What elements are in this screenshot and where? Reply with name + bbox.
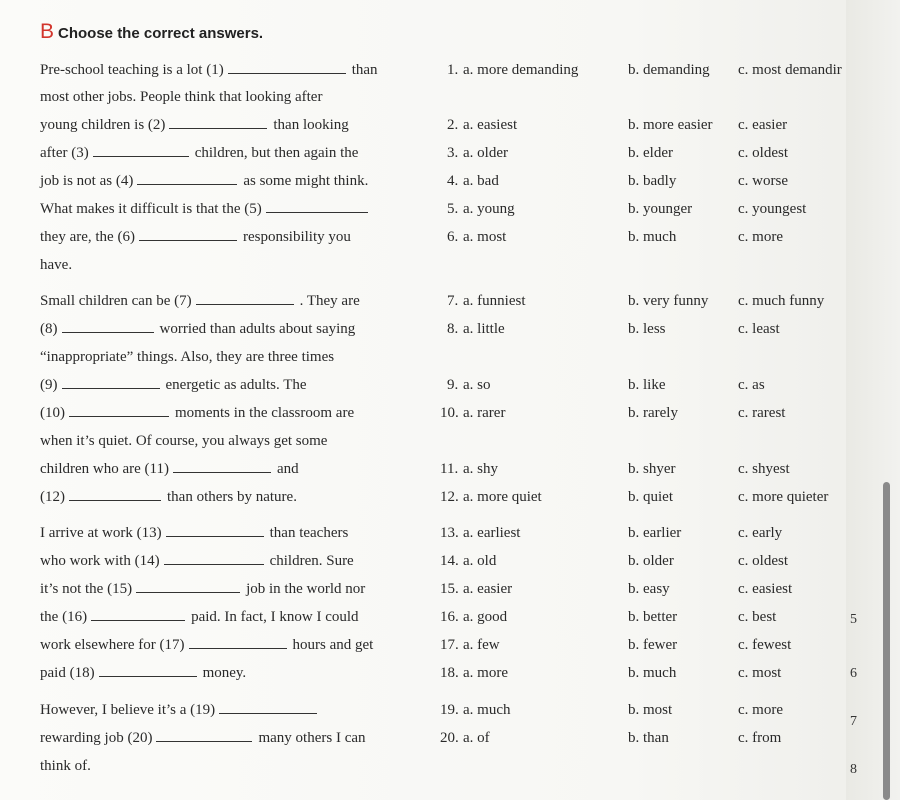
passage-text: rewarding job (20) bbox=[40, 730, 153, 746]
option-b[interactable]: b. most bbox=[628, 702, 673, 718]
passage-text: paid. In fact, I know I could bbox=[191, 609, 359, 625]
section-heading bbox=[40, 20, 263, 44]
passage-text: than looking bbox=[273, 117, 349, 133]
passage-line bbox=[40, 701, 317, 719]
option-c[interactable]: c. as bbox=[738, 377, 765, 393]
passage-line bbox=[40, 608, 359, 626]
passage-text: However, I believe it’s a (19) bbox=[40, 702, 216, 718]
question-number: 10. bbox=[440, 405, 459, 421]
option-a[interactable]: a. old bbox=[463, 553, 497, 569]
passage-text: “inappropriate” things. Also, they are three times bbox=[40, 349, 335, 365]
question-number: 2. bbox=[447, 117, 459, 133]
passage-line bbox=[40, 200, 368, 218]
option-b[interactable]: b. shyer bbox=[628, 461, 676, 477]
passage-line bbox=[40, 664, 246, 682]
answer-blank[interactable] bbox=[93, 144, 189, 157]
question-number: 14. bbox=[440, 553, 459, 569]
passage-text: it’s not the (15) bbox=[40, 581, 133, 597]
option-a[interactable]: a. of bbox=[463, 730, 490, 746]
question-number: 1. bbox=[447, 62, 459, 78]
edge-mark: 5 bbox=[850, 612, 857, 627]
passage-line bbox=[40, 580, 365, 598]
option-a[interactable]: a. older bbox=[463, 145, 508, 161]
option-a[interactable]: a. more bbox=[463, 665, 508, 681]
passage-line bbox=[40, 172, 368, 190]
question-number: 15. bbox=[440, 581, 459, 597]
option-b[interactable]: b. badly bbox=[628, 173, 677, 189]
passage-text: hours and get bbox=[292, 637, 374, 653]
option-b[interactable]: b. like bbox=[628, 377, 666, 393]
option-c[interactable]: c. worse bbox=[738, 173, 788, 189]
answer-blank[interactable] bbox=[156, 729, 252, 742]
passage-line bbox=[40, 488, 297, 506]
question-number: 11. bbox=[440, 461, 459, 477]
answer-blank[interactable] bbox=[228, 61, 346, 74]
passage-text: work elsewhere for (17) bbox=[40, 637, 185, 653]
passage-line bbox=[40, 524, 348, 542]
option-c[interactable]: c. early bbox=[738, 525, 783, 541]
option-a[interactable]: a. rarer bbox=[463, 405, 506, 421]
edge-mark: 6 bbox=[850, 666, 857, 681]
question-number: 8. bbox=[447, 321, 459, 337]
answer-blank[interactable] bbox=[164, 552, 264, 565]
answer-blank[interactable] bbox=[99, 664, 197, 677]
passage-text: What makes it difficult is that the (5) bbox=[40, 201, 262, 217]
option-a[interactable]: a. good bbox=[463, 609, 508, 625]
question-number: 13. bbox=[440, 525, 459, 541]
passage-text: they are, the (6) bbox=[40, 229, 135, 245]
passage-line bbox=[40, 729, 366, 747]
passage-text: moments in the classroom are bbox=[175, 405, 355, 421]
passage-text: young children is (2) bbox=[40, 117, 166, 133]
option-a[interactable]: a. most bbox=[463, 229, 507, 245]
passage-text: (8) bbox=[40, 321, 58, 337]
passage-text: (9) bbox=[40, 377, 58, 393]
question-number: 5. bbox=[447, 201, 459, 217]
option-c[interactable]: c. much funny bbox=[738, 293, 825, 309]
option-c[interactable]: c. oldest bbox=[738, 553, 788, 569]
answer-blank[interactable] bbox=[69, 488, 161, 501]
answer-blank[interactable] bbox=[173, 460, 271, 473]
passage-text: (10) bbox=[40, 405, 65, 421]
answer-blank[interactable] bbox=[169, 116, 267, 129]
question-number: 17. bbox=[440, 637, 459, 653]
passage-text: than teachers bbox=[269, 525, 349, 541]
passage-text: paid (18) bbox=[40, 665, 95, 681]
passage-line bbox=[40, 348, 334, 366]
answer-blank[interactable] bbox=[189, 636, 287, 649]
passage-text: Pre-school teaching is a lot (1) bbox=[40, 62, 224, 78]
option-b[interactable]: b. better bbox=[628, 609, 678, 625]
option-a[interactable]: a. more quiet bbox=[463, 489, 542, 505]
passage-line bbox=[40, 61, 378, 79]
passage-line bbox=[40, 228, 351, 246]
option-c[interactable]: c. fewest bbox=[738, 637, 792, 653]
edge-mark: 8 bbox=[850, 762, 857, 777]
option-b[interactable]: b. much bbox=[628, 229, 677, 245]
option-b[interactable]: b. very funny bbox=[628, 293, 709, 309]
passage-text: most other jobs. People think that looking after bbox=[40, 89, 323, 105]
passage-text: children, but then again the bbox=[194, 145, 359, 161]
option-a[interactable]: a. more demanding bbox=[463, 62, 579, 78]
answer-blank[interactable] bbox=[196, 292, 294, 305]
passage-text: job in the world nor bbox=[246, 581, 366, 597]
question-number: 3. bbox=[447, 145, 459, 161]
option-c[interactable]: c. most bbox=[738, 665, 782, 681]
section-title: Choose the correct answers. bbox=[58, 25, 264, 42]
passage-line bbox=[40, 376, 307, 394]
answer-blank[interactable] bbox=[219, 701, 317, 714]
answer-blank[interactable] bbox=[166, 524, 264, 537]
option-b[interactable]: b. more easier bbox=[628, 117, 713, 133]
passage-text: than others by nature. bbox=[167, 489, 297, 505]
passage-text: energetic as adults. The bbox=[165, 377, 307, 393]
answer-blank[interactable] bbox=[266, 200, 368, 213]
passage-line bbox=[40, 432, 327, 450]
option-b[interactable]: b. younger bbox=[628, 201, 693, 217]
passage-text: children who are (11) bbox=[40, 461, 169, 477]
option-a[interactable]: a. easiest bbox=[463, 117, 518, 133]
option-a[interactable]: a. shy bbox=[463, 461, 498, 477]
answer-blank[interactable] bbox=[69, 404, 169, 417]
question-number: 16. bbox=[440, 609, 459, 625]
option-c[interactable]: c. easier bbox=[738, 117, 788, 133]
passage-text: than bbox=[351, 62, 378, 78]
option-c[interactable]: c. most demandir bbox=[738, 62, 842, 78]
option-c[interactable]: c. shyest bbox=[738, 461, 790, 477]
option-c[interactable]: c. oldest bbox=[738, 145, 788, 161]
question-number: 18. bbox=[440, 665, 459, 681]
option-a[interactable]: a. much bbox=[463, 702, 511, 718]
passage-text: (12) bbox=[40, 489, 65, 505]
passage-text: money. bbox=[202, 665, 247, 681]
passage-text: think of. bbox=[40, 758, 91, 774]
passage-text: I arrive at work (13) bbox=[40, 525, 162, 541]
option-c[interactable]: c. best bbox=[738, 609, 777, 625]
option-a[interactable]: a. earliest bbox=[463, 525, 521, 541]
passage-text: after (3) bbox=[40, 145, 89, 161]
option-a[interactable]: a. funniest bbox=[463, 293, 526, 309]
option-b[interactable]: b. less bbox=[628, 321, 666, 337]
option-c[interactable]: c. more bbox=[738, 702, 783, 718]
answer-blank[interactable] bbox=[136, 580, 240, 593]
passage-text: Small children can be (7) bbox=[40, 293, 192, 309]
answer-blank[interactable] bbox=[62, 376, 160, 389]
option-b[interactable]: b. demanding bbox=[628, 62, 710, 78]
passage-line bbox=[40, 116, 349, 134]
passage-text: who work with (14) bbox=[40, 553, 160, 569]
option-c[interactable]: c. easiest bbox=[738, 581, 793, 597]
passage-text: the (16) bbox=[40, 609, 88, 625]
option-c[interactable]: c. more bbox=[738, 229, 783, 245]
question-number: 19. bbox=[440, 702, 459, 718]
option-b[interactable]: b. rarely bbox=[628, 405, 678, 421]
answer-blank[interactable] bbox=[137, 172, 237, 185]
passage-line bbox=[40, 144, 358, 162]
question-number: 6. bbox=[447, 229, 459, 245]
passage-text: have. bbox=[40, 257, 73, 273]
passage-line bbox=[40, 292, 360, 310]
option-a[interactable]: a. bad bbox=[463, 173, 499, 189]
option-b[interactable]: b. much bbox=[628, 665, 677, 681]
option-b[interactable]: b. than bbox=[628, 730, 669, 746]
option-c[interactable]: c. from bbox=[738, 730, 782, 746]
option-b[interactable]: b. elder bbox=[628, 145, 673, 161]
passage-line bbox=[40, 404, 354, 422]
passage-text: responsibility you bbox=[242, 229, 351, 245]
passage-text: and bbox=[276, 461, 299, 477]
option-a[interactable]: a. easier bbox=[463, 581, 513, 597]
passage-text: when it’s quiet. Of course, you always get some bbox=[40, 433, 328, 449]
scrollbar-thumb[interactable] bbox=[883, 482, 890, 800]
answer-blank[interactable] bbox=[62, 320, 154, 333]
answer-blank[interactable] bbox=[139, 228, 237, 241]
option-c[interactable]: c. rarest bbox=[738, 405, 786, 421]
question-number: 7. bbox=[447, 293, 459, 309]
passage-line bbox=[40, 88, 322, 106]
passage-text: as some might think. bbox=[243, 173, 369, 189]
passage-line bbox=[40, 320, 355, 338]
answer-blank[interactable] bbox=[91, 608, 185, 621]
question-number: 12. bbox=[440, 489, 459, 505]
question-number: 20. bbox=[440, 730, 459, 746]
passage-line bbox=[40, 256, 72, 274]
option-a[interactable]: a. young bbox=[463, 201, 515, 217]
passage-line bbox=[40, 636, 373, 654]
option-a[interactable]: a. little bbox=[463, 321, 505, 337]
option-b[interactable]: b. easy bbox=[628, 581, 670, 597]
option-b[interactable]: b. earlier bbox=[628, 525, 682, 541]
option-c[interactable]: c. least bbox=[738, 321, 780, 337]
option-c[interactable]: c. more quieter bbox=[738, 489, 829, 505]
option-c[interactable]: c. youngest bbox=[738, 201, 807, 217]
question-number: 4. bbox=[447, 173, 459, 189]
passage-line bbox=[40, 552, 354, 570]
passage-text: job is not as (4) bbox=[40, 173, 134, 189]
option-a[interactable]: a. few bbox=[463, 637, 500, 653]
option-b[interactable]: b. fewer bbox=[628, 637, 678, 653]
option-b[interactable]: b. older bbox=[628, 553, 674, 569]
passage-text: children. Sure bbox=[269, 553, 354, 569]
passage-text: many others I can bbox=[258, 730, 366, 746]
option-b[interactable]: b. quiet bbox=[628, 489, 673, 505]
question-number: 9. bbox=[447, 377, 459, 393]
passage-text: worried than adults about saying bbox=[159, 321, 356, 337]
passage-line bbox=[40, 460, 299, 478]
passage-line bbox=[40, 757, 91, 775]
edge-mark: 7 bbox=[850, 714, 857, 729]
passage-text: . They are bbox=[299, 293, 360, 309]
option-a[interactable]: a. so bbox=[463, 377, 491, 393]
section-letter: B bbox=[40, 20, 55, 43]
